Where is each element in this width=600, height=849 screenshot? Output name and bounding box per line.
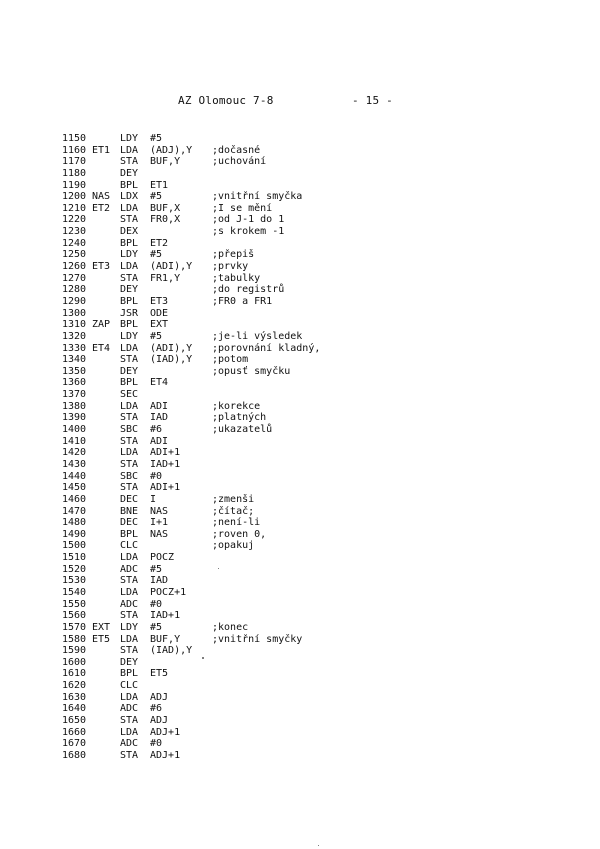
mnemonic: SBC bbox=[120, 470, 139, 482]
operand: #5 bbox=[150, 563, 163, 575]
mnemonic: DEY bbox=[120, 656, 139, 668]
operand: I bbox=[150, 493, 157, 505]
line-number: 1530 bbox=[62, 575, 87, 587]
line-number: 1340 bbox=[62, 354, 87, 366]
mnemonic: BPL bbox=[120, 179, 139, 191]
operand: ET3 bbox=[150, 295, 169, 307]
code-line bbox=[62, 506, 482, 518]
code-comment: ;opakuj bbox=[212, 540, 255, 552]
operand: (ADI),Y bbox=[150, 261, 193, 273]
code-line bbox=[62, 145, 482, 157]
page-number: - 15 - bbox=[352, 94, 393, 107]
line-number: 1390 bbox=[62, 412, 87, 424]
line-number: 1190 bbox=[62, 179, 87, 191]
mnemonic: LDY bbox=[120, 133, 139, 144]
code-line bbox=[62, 343, 482, 355]
line-number: 1360 bbox=[62, 377, 87, 389]
line-number: 1640 bbox=[62, 703, 87, 715]
operand: ODE bbox=[150, 307, 169, 319]
code-comment: ;prvky bbox=[212, 261, 249, 273]
code-line bbox=[62, 436, 482, 448]
code-line bbox=[62, 610, 482, 622]
code-line bbox=[62, 401, 482, 413]
operand: NAS bbox=[150, 505, 169, 517]
mnemonic: STA bbox=[120, 458, 139, 470]
code-comment: ;je-li výsledek bbox=[212, 330, 303, 342]
code-label: ET3 bbox=[92, 261, 111, 273]
line-number: 1520 bbox=[62, 563, 87, 575]
line-number: 1630 bbox=[62, 691, 87, 703]
code-comment: ;s krokem -1 bbox=[212, 226, 285, 238]
scan-speck bbox=[318, 845, 319, 846]
line-number: 1610 bbox=[62, 668, 87, 680]
mnemonic: STA bbox=[120, 645, 139, 657]
code-comment: ;potom bbox=[212, 354, 249, 366]
operand: FR1,Y bbox=[150, 272, 181, 284]
code-line bbox=[62, 680, 482, 692]
code-line bbox=[62, 319, 482, 331]
code-label: ET4 bbox=[92, 342, 111, 354]
code-line bbox=[62, 692, 482, 704]
code-line bbox=[62, 133, 482, 145]
code-comment: ;korekce bbox=[212, 400, 261, 412]
code-line bbox=[62, 249, 482, 261]
operand: ET4 bbox=[150, 377, 169, 389]
operand: (IAD),Y bbox=[150, 645, 193, 657]
mnemonic: DEY bbox=[120, 284, 139, 296]
code-comment: ;není-li bbox=[212, 517, 261, 529]
line-number: 1410 bbox=[62, 435, 87, 447]
operand: I+1 bbox=[150, 517, 169, 529]
code-line bbox=[62, 587, 482, 599]
mnemonic: DEY bbox=[120, 365, 139, 377]
operand: ET1 bbox=[150, 179, 169, 191]
mnemonic: ADC bbox=[120, 598, 139, 610]
operand: NAS bbox=[150, 528, 169, 540]
line-number: 1570 bbox=[62, 621, 87, 633]
line-number: 1450 bbox=[62, 482, 87, 494]
line-number: 1260 bbox=[62, 261, 87, 273]
code-line bbox=[62, 540, 482, 552]
mnemonic: STA bbox=[120, 575, 139, 587]
operand: ADJ bbox=[150, 691, 169, 703]
operand: #5 bbox=[150, 133, 163, 144]
operand: ADI+1 bbox=[150, 482, 181, 494]
mnemonic: BPL bbox=[120, 528, 139, 540]
line-number: 1230 bbox=[62, 226, 87, 238]
code-line bbox=[62, 331, 482, 343]
operand: FR0,X bbox=[150, 214, 181, 226]
mnemonic: CLC bbox=[120, 680, 139, 692]
mnemonic: DEY bbox=[120, 167, 139, 179]
mnemonic: LDA bbox=[120, 400, 139, 412]
operand: #6 bbox=[150, 424, 163, 436]
code-label: ZAP bbox=[92, 319, 111, 331]
code-line bbox=[62, 389, 482, 401]
operand: BUF,Y bbox=[150, 633, 181, 645]
code-comment: ;tabulky bbox=[212, 272, 261, 284]
line-number: 1660 bbox=[62, 726, 87, 738]
mnemonic: ADC bbox=[120, 563, 139, 575]
assembly-listing bbox=[62, 133, 482, 762]
line-number: 1550 bbox=[62, 598, 87, 610]
code-comment: ;platných bbox=[212, 412, 267, 424]
line-number: 1670 bbox=[62, 738, 87, 750]
mnemonic: BPL bbox=[120, 237, 139, 249]
mnemonic: LDA bbox=[120, 447, 139, 459]
code-line bbox=[62, 156, 482, 168]
code-line bbox=[62, 517, 482, 529]
line-number: 1320 bbox=[62, 330, 87, 342]
operand: IAD bbox=[150, 412, 169, 424]
operand: #6 bbox=[150, 703, 163, 715]
mnemonic: STA bbox=[120, 482, 139, 494]
code-line bbox=[62, 552, 482, 564]
code-comment: ;konec bbox=[212, 621, 249, 633]
operand: ET2 bbox=[150, 237, 169, 249]
mnemonic: BPL bbox=[120, 319, 139, 331]
code-comment: ;ukazatelů bbox=[212, 424, 273, 436]
mnemonic: BPL bbox=[120, 377, 139, 389]
mnemonic: BPL bbox=[120, 295, 139, 307]
code-comment: ;opusť smyčku bbox=[212, 365, 291, 377]
code-line bbox=[62, 564, 482, 576]
operand: #0 bbox=[150, 598, 163, 610]
mnemonic: STA bbox=[120, 412, 139, 424]
code-comment: ;přepiš bbox=[212, 249, 255, 261]
code-comment: ;do registrů bbox=[212, 284, 285, 296]
code-comment: ;vnitřní smyčky bbox=[212, 633, 303, 645]
document-title: AZ Olomouc 7-8 bbox=[178, 94, 274, 107]
line-number: 1150 bbox=[62, 133, 87, 144]
mnemonic: STA bbox=[120, 749, 139, 761]
operand: POCZ bbox=[150, 552, 175, 564]
operand: (ADJ),Y bbox=[150, 144, 193, 156]
scan-speck bbox=[202, 657, 204, 659]
code-line bbox=[62, 575, 482, 587]
operand: IAD bbox=[150, 575, 169, 587]
code-line bbox=[62, 634, 482, 646]
code-label: ET5 bbox=[92, 633, 111, 645]
mnemonic: LDX bbox=[120, 191, 139, 203]
operand: #0 bbox=[150, 738, 163, 750]
code-line bbox=[62, 750, 482, 762]
code-comment: ;I se mění bbox=[212, 202, 273, 214]
operand: ADJ+1 bbox=[150, 749, 181, 761]
operand: #0 bbox=[150, 470, 163, 482]
mnemonic: STA bbox=[120, 435, 139, 447]
mnemonic: LDA bbox=[120, 726, 139, 738]
mnemonic: LDA bbox=[120, 691, 139, 703]
code-comment: ;dočasné bbox=[212, 144, 261, 156]
code-line bbox=[62, 459, 482, 471]
line-number: 1680 bbox=[62, 749, 87, 761]
line-number: 1380 bbox=[62, 400, 87, 412]
line-number: 1300 bbox=[62, 307, 87, 319]
code-line bbox=[62, 261, 482, 273]
code-line bbox=[62, 622, 482, 634]
line-number: 1470 bbox=[62, 505, 87, 517]
line-number: 1160 bbox=[62, 144, 87, 156]
code-line bbox=[62, 599, 482, 611]
operand: ADI+1 bbox=[150, 447, 181, 459]
line-number: 1430 bbox=[62, 458, 87, 470]
code-line bbox=[62, 366, 482, 378]
code-comment: ;porovnání kladný, bbox=[212, 342, 321, 354]
mnemonic: DEX bbox=[120, 226, 139, 238]
mnemonic: LDA bbox=[120, 261, 139, 273]
line-number: 1330 bbox=[62, 342, 87, 354]
operand: POCZ+1 bbox=[150, 586, 187, 598]
line-number: 1350 bbox=[62, 365, 87, 377]
operand: ADJ+1 bbox=[150, 726, 181, 738]
line-number: 1500 bbox=[62, 540, 87, 552]
code-line bbox=[62, 308, 482, 320]
code-line bbox=[62, 668, 482, 680]
operand: ET5 bbox=[150, 668, 169, 680]
code-line bbox=[62, 214, 482, 226]
mnemonic: STA bbox=[120, 715, 139, 727]
operand: IAD+1 bbox=[150, 610, 181, 622]
line-number: 1180 bbox=[62, 167, 87, 179]
line-number: 1400 bbox=[62, 424, 87, 436]
mnemonic: JSR bbox=[120, 307, 139, 319]
mnemonic: STA bbox=[120, 272, 139, 284]
line-number: 1420 bbox=[62, 447, 87, 459]
code-comment: ;uchování bbox=[212, 156, 267, 168]
code-line bbox=[62, 226, 482, 238]
line-number: 1580 bbox=[62, 633, 87, 645]
mnemonic: STA bbox=[120, 610, 139, 622]
operand: #5 bbox=[150, 191, 163, 203]
mnemonic: LDY bbox=[120, 330, 139, 342]
mnemonic: ADC bbox=[120, 738, 139, 750]
operand: (ADI),Y bbox=[150, 342, 193, 354]
operand: #5 bbox=[150, 249, 163, 261]
operand: ADI bbox=[150, 435, 169, 447]
line-number: 1250 bbox=[62, 249, 87, 261]
code-comment: ;FR0 a FR1 bbox=[212, 295, 273, 307]
line-number: 1510 bbox=[62, 552, 87, 564]
code-line bbox=[62, 645, 482, 657]
mnemonic: LDA bbox=[120, 202, 139, 214]
mnemonic: LDY bbox=[120, 621, 139, 633]
operand: #5 bbox=[150, 621, 163, 633]
line-number: 1600 bbox=[62, 656, 87, 668]
mnemonic: LDA bbox=[120, 552, 139, 564]
code-line bbox=[62, 424, 482, 436]
code-comment: ;vnitřní smyčka bbox=[212, 191, 303, 203]
line-number: 1270 bbox=[62, 272, 87, 284]
mnemonic: BNE bbox=[120, 505, 139, 517]
mnemonic: SBC bbox=[120, 424, 139, 436]
code-comment: ;čítač; bbox=[212, 505, 255, 517]
line-number: 1170 bbox=[62, 156, 87, 168]
mnemonic: STA bbox=[120, 156, 139, 168]
code-comment: ;zmenši bbox=[212, 493, 255, 505]
code-label: ET1 bbox=[92, 144, 111, 156]
line-number: 1590 bbox=[62, 645, 87, 657]
line-number: 1480 bbox=[62, 517, 87, 529]
code-line bbox=[62, 284, 482, 296]
code-line bbox=[62, 447, 482, 459]
mnemonic: CLC bbox=[120, 540, 139, 552]
mnemonic: LDA bbox=[120, 144, 139, 156]
mnemonic: ADC bbox=[120, 703, 139, 715]
page-header bbox=[0, 94, 600, 110]
code-comment: ;roven 0, bbox=[212, 528, 267, 540]
line-number: 1540 bbox=[62, 586, 87, 598]
code-line bbox=[62, 191, 482, 203]
code-line bbox=[62, 238, 482, 250]
mnemonic: STA bbox=[120, 214, 139, 226]
code-line bbox=[62, 715, 482, 727]
code-line bbox=[62, 412, 482, 424]
line-number: 1650 bbox=[62, 715, 87, 727]
scan-speck bbox=[218, 568, 219, 569]
operand: (IAD),Y bbox=[150, 354, 193, 366]
code-line bbox=[62, 354, 482, 366]
line-number: 1370 bbox=[62, 389, 87, 401]
code-line bbox=[62, 180, 482, 192]
code-line bbox=[62, 168, 482, 180]
mnemonic: LDA bbox=[120, 586, 139, 598]
code-label: ET2 bbox=[92, 202, 111, 214]
operand: BUF,Y bbox=[150, 156, 181, 168]
code-comment: ;od J-1 do 1 bbox=[212, 214, 285, 226]
operand: #5 bbox=[150, 330, 163, 342]
code-line bbox=[62, 529, 482, 541]
line-number: 1440 bbox=[62, 470, 87, 482]
code-line bbox=[62, 494, 482, 506]
line-number: 1200 bbox=[62, 191, 87, 203]
line-number: 1290 bbox=[62, 295, 87, 307]
line-number: 1490 bbox=[62, 528, 87, 540]
code-line bbox=[62, 203, 482, 215]
line-number: 1310 bbox=[62, 319, 87, 331]
line-number: 1220 bbox=[62, 214, 87, 226]
line-number: 1560 bbox=[62, 610, 87, 622]
line-number: 1280 bbox=[62, 284, 87, 296]
code-line bbox=[62, 727, 482, 739]
line-number: 1460 bbox=[62, 493, 87, 505]
operand: BUF,X bbox=[150, 202, 181, 214]
mnemonic: DEC bbox=[120, 517, 139, 529]
line-number: 1620 bbox=[62, 680, 87, 692]
mnemonic: DEC bbox=[120, 493, 139, 505]
line-number: 1210 bbox=[62, 202, 87, 214]
code-label: NAS bbox=[92, 191, 111, 203]
code-line bbox=[62, 482, 482, 494]
operand: IAD+1 bbox=[150, 458, 181, 470]
mnemonic: LDY bbox=[120, 249, 139, 261]
code-line bbox=[62, 377, 482, 389]
line-number: 1240 bbox=[62, 237, 87, 249]
operand: ADI bbox=[150, 400, 169, 412]
code-line bbox=[62, 296, 482, 308]
operand: ADJ bbox=[150, 715, 169, 727]
operand: EXT bbox=[150, 319, 169, 331]
mnemonic: LDA bbox=[120, 342, 139, 354]
code-line bbox=[62, 471, 482, 483]
code-line bbox=[62, 657, 482, 669]
code-line bbox=[62, 273, 482, 285]
mnemonic: LDA bbox=[120, 633, 139, 645]
code-label: EXT bbox=[92, 621, 111, 633]
mnemonic: STA bbox=[120, 354, 139, 366]
code-line bbox=[62, 738, 482, 750]
mnemonic: SEC bbox=[120, 389, 139, 401]
mnemonic: BPL bbox=[120, 668, 139, 680]
code-line bbox=[62, 703, 482, 715]
